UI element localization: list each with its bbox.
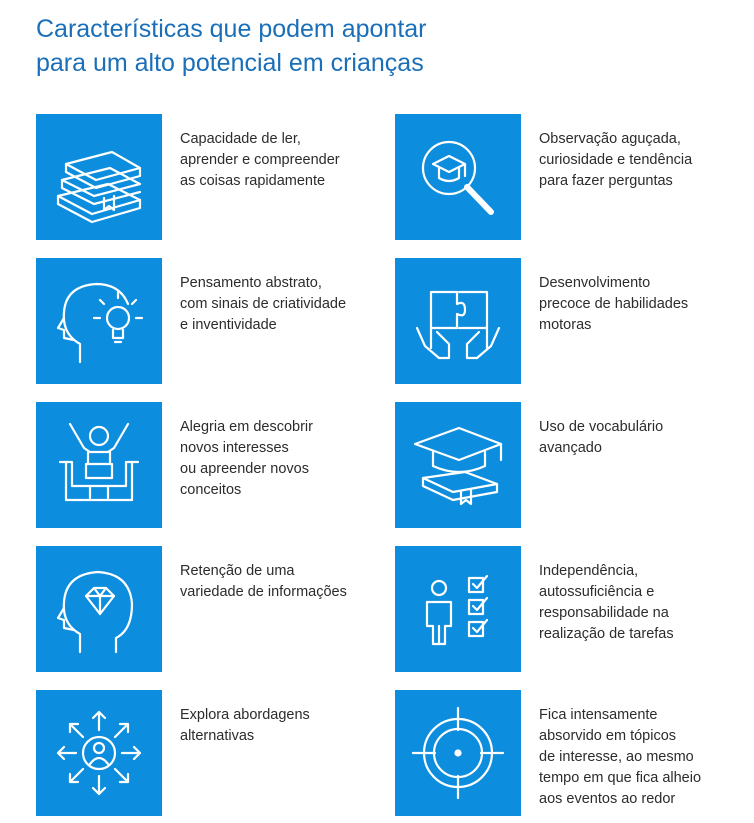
trait-line: Independência,: [539, 563, 639, 579]
trait-line: para fazer perguntas: [539, 173, 673, 189]
title-line-1: Características que podem apontar: [36, 15, 427, 43]
trait-line: Fica intensamente: [539, 707, 658, 723]
trait-card-joy-discovering: [36, 402, 386, 528]
trait-text: [180, 561, 385, 603]
person-arrows-icon: [36, 690, 162, 816]
icon-tile: [36, 114, 162, 240]
trait-line: conceitos: [180, 482, 242, 498]
trait-line: responsabilidade na: [539, 605, 669, 621]
trait-line: Retenção de uma: [180, 563, 295, 579]
title-line-2: para um alto potencial em crianças: [36, 49, 424, 77]
icon-tile: [395, 546, 521, 672]
hands-puzzle-icon: [395, 258, 521, 384]
trait-card-abstract-thinking: [36, 258, 386, 384]
trait-line: Desenvolvimento: [539, 275, 651, 291]
trait-line: novos interesses: [180, 440, 289, 456]
trait-card-motor-skills: [395, 258, 745, 384]
joyful-child-laptop-icon: [36, 402, 162, 528]
trait-line: Explora abordagens: [180, 707, 310, 723]
icon-tile: [395, 690, 521, 816]
trait-card-retention: [36, 546, 386, 672]
trait-text: [539, 417, 744, 459]
person-checklist-icon: [395, 546, 521, 672]
trait-line: variedade de informações: [180, 584, 347, 600]
trait-text: [180, 705, 385, 747]
icon-tile: [36, 690, 162, 816]
head-lightbulb-icon: [36, 258, 162, 384]
graduation-cap-books-icon: [395, 402, 521, 528]
books-icon: [36, 114, 162, 240]
trait-text: [539, 561, 744, 645]
icon-tile: [395, 402, 521, 528]
trait-line: as coisas rapidamente: [180, 173, 326, 189]
trait-line: ou apreender novos: [180, 461, 309, 477]
trait-line: Observação aguçada,: [539, 131, 681, 147]
head-diamond-icon: [36, 546, 162, 672]
icon-tile: [395, 258, 521, 384]
trait-text: [180, 417, 385, 501]
trait-line: Pensamento abstrato,: [180, 275, 322, 291]
trait-card-independence: [395, 546, 745, 672]
trait-line: tempo em que fica alheio: [539, 770, 702, 786]
trait-text: [539, 129, 744, 192]
target-crosshair-icon: [395, 690, 521, 816]
trait-text: [180, 129, 385, 192]
icon-tile: [36, 546, 162, 672]
trait-line: autossuficiência e: [539, 584, 655, 600]
trait-line: alternativas: [180, 728, 255, 744]
trait-line: Capacidade de ler,: [180, 131, 301, 147]
trait-text: [539, 705, 744, 810]
trait-card-reading: [36, 114, 386, 240]
trait-line: curiosidade e tendência: [539, 152, 693, 168]
trait-text: [180, 273, 385, 336]
trait-card-vocabulary: [395, 402, 745, 528]
trait-card-alternative-approaches: [36, 690, 386, 816]
trait-card-observation: [395, 114, 745, 240]
trait-line: realização de tarefas: [539, 626, 674, 642]
trait-line: aprender e compreender: [180, 152, 340, 168]
trait-line: Uso de vocabulário: [539, 419, 664, 435]
page-title: [36, 12, 427, 80]
trait-line: motoras: [539, 317, 592, 333]
icon-tile: [395, 114, 521, 240]
trait-line: de interesse, ao mesmo: [539, 749, 694, 765]
icon-tile: [36, 258, 162, 384]
magnifier-graduation-cap-icon: [395, 114, 521, 240]
trait-text: [539, 273, 744, 336]
trait-line: precoce de habilidades: [539, 296, 689, 312]
trait-line: aos eventos ao redor: [539, 791, 676, 807]
trait-line: avançado: [539, 440, 602, 456]
trait-line: Alegria em descobrir: [180, 419, 313, 435]
trait-card-absorbed: [395, 690, 745, 816]
trait-line: absorvido em tópicos: [539, 728, 677, 744]
icon-tile: [36, 402, 162, 528]
trait-line: com sinais de criatividade: [180, 296, 347, 312]
trait-line: e inventividade: [180, 317, 277, 333]
